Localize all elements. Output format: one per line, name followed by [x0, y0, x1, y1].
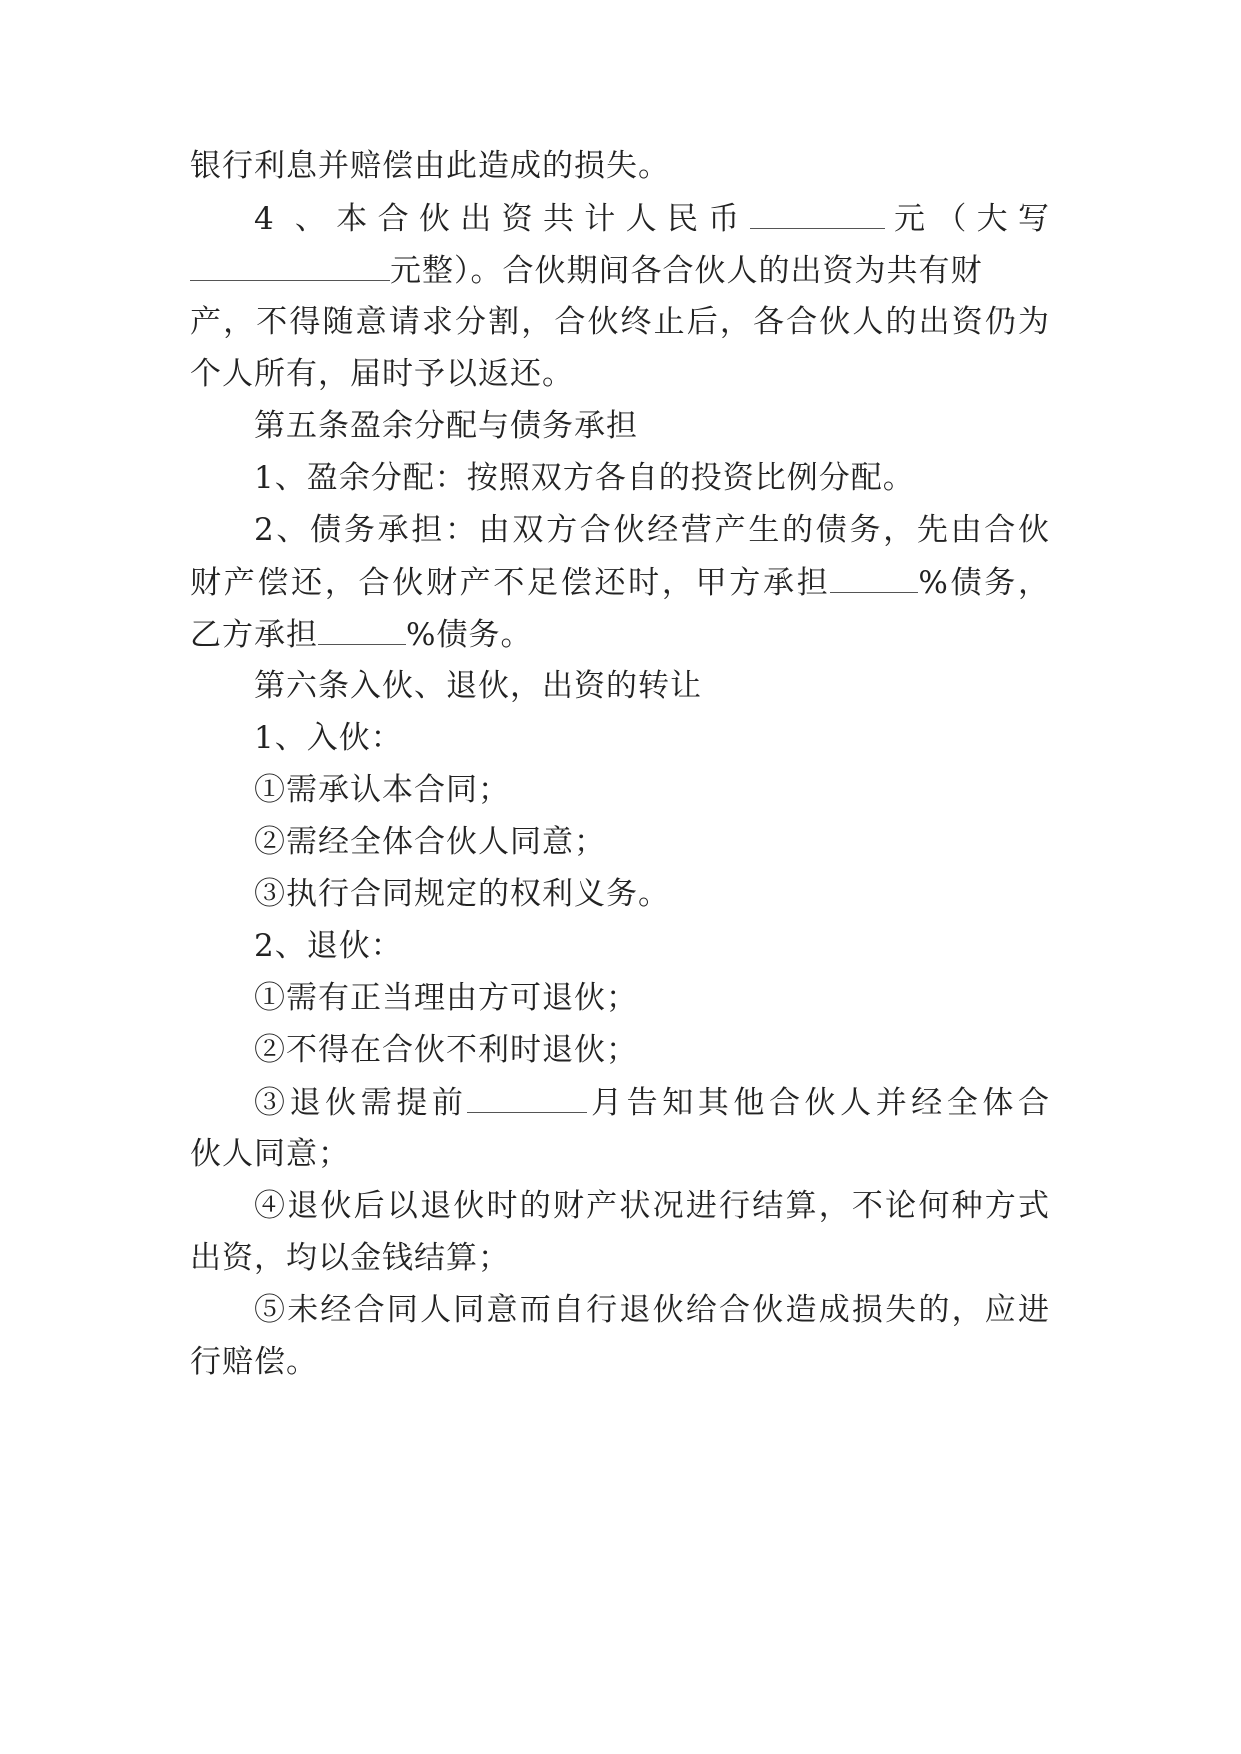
- section-heading: 第五条盈余分配与债务承担: [254, 408, 638, 444]
- text-line: 银行利息并赔偿由此造成的损失。: [190, 148, 670, 184]
- fill-blank-months: [467, 1082, 587, 1113]
- text-segment: 月告知其他合伙人并经全体合: [587, 1085, 1051, 1121]
- text-segment: 财产偿还，合伙财产不足偿还时，甲方承担: [190, 565, 831, 601]
- text-line: 1、入伙：: [254, 720, 403, 756]
- fill-blank-percent: [830, 562, 918, 593]
- fill-blank-amount-words: [190, 250, 390, 281]
- text-line: ⑤未经合同人同意而自行退伙给合伙造成损失的，应进: [254, 1292, 1050, 1328]
- text-line: 伙人同意；: [190, 1136, 350, 1172]
- text-line: 个人所有，届时予以返还。: [190, 356, 574, 392]
- text-segment: 元整）。合伙期间各合伙人的出资为共有财: [390, 253, 983, 289]
- text-line: ③执行合同规定的权利义务。: [254, 876, 670, 912]
- text-segment: ③退伙需提前: [254, 1085, 468, 1121]
- text-line: ②需经全体合伙人同意；: [254, 824, 606, 860]
- section-heading: 第六条入伙、退伙，出资的转让: [254, 668, 702, 704]
- text-segment: 乙方承担: [190, 617, 318, 653]
- fill-blank-percent: [318, 614, 406, 645]
- text-segment: 元（大写: [884, 201, 1051, 237]
- text-line: 出资，均以金钱结算；: [190, 1240, 510, 1276]
- text-line: ②不得在合伙不利时退伙；: [254, 1032, 638, 1068]
- text-line: [254, 1082, 1050, 1123]
- text-line: 2、退伙：: [254, 928, 403, 964]
- text-segment: 4 、本合伙出资共计人民币: [254, 201, 750, 237]
- text-line: 行赔偿。: [190, 1344, 318, 1380]
- text-line: [190, 562, 1050, 603]
- text-line: [254, 198, 1050, 239]
- text-line: ①需承认本合同；: [254, 772, 510, 808]
- text-line: 产，不得随意请求分割，合伙终止后，各合伙人的出资仍为: [190, 304, 1050, 340]
- fill-blank-amount: [750, 198, 885, 229]
- text-line: 1、盈余分配：按照双方各自的投资比例分配。: [254, 460, 915, 496]
- text-segment: %债务，: [918, 565, 1050, 601]
- text-line: [190, 614, 1050, 655]
- text-line: ④退伙后以退伙时的财产状况进行结算，不论何种方式: [254, 1188, 1050, 1224]
- text-line: 2、债务承担：由双方合伙经营产生的债务，先由合伙: [254, 512, 1050, 548]
- text-line: [190, 250, 1050, 291]
- text-segment: %债务。: [406, 617, 533, 653]
- text-line: ①需有正当理由方可退伙；: [254, 980, 638, 1016]
